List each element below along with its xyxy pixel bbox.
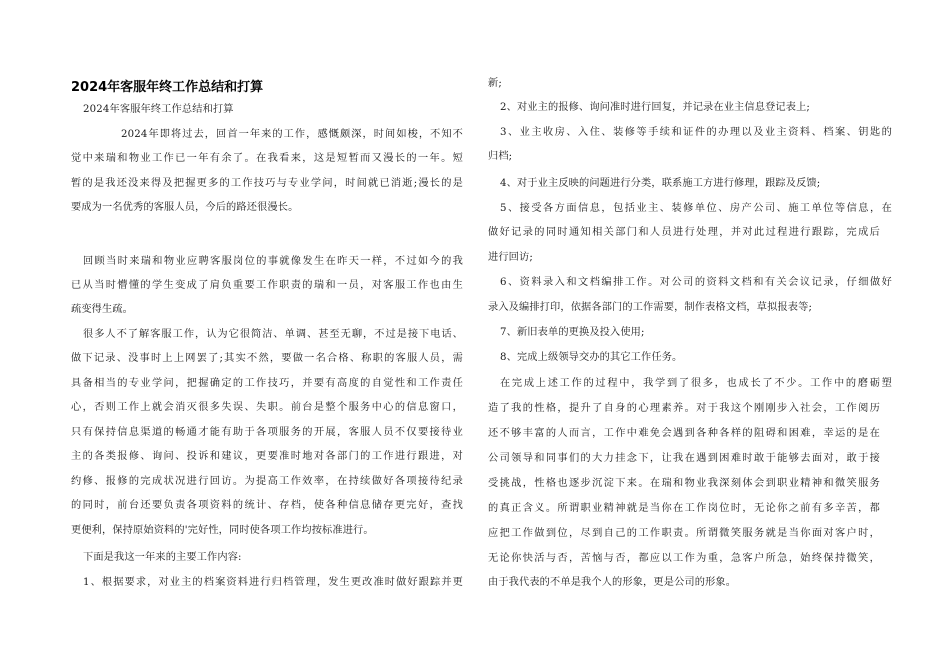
- paragraph-line: 已从当时懵懂的学生变成了肩负重要工作职责的瑞和一员，对客服工作也由生: [71, 280, 463, 291]
- paragraph-line: 由于我代表的不单是我个人的形象，更是公司的形象。: [488, 577, 737, 588]
- paragraph-line: 造了我的性格，提升了自身的心理素养。对于我这个刚刚步入社会，工作阅历: [488, 403, 880, 414]
- list-item-line: 新;: [488, 78, 502, 89]
- list-item-line: 3、业主收房、入住、装修等手续和证件的办理以及业主资料、档案、钥匙的: [500, 127, 892, 138]
- paragraph-line: 公司领导和同事们的大力挂念下，让我在遇到困难时敢于能够去面对，敢于接: [488, 453, 880, 464]
- paragraph-line: 只有保持信息渠道的畅通才能有助于各项服务的开展，客服人员不仅要接待业: [71, 427, 463, 438]
- paragraph-line: 2024年即将过去，回首一年来的工作，感慨颇深，时间如梭，不知不: [121, 129, 463, 140]
- list-item-line: 1、根据要求，对业主的档案资料进行归档管理，发生更改准时做好跟踪并更: [83, 577, 463, 588]
- list-item-line: 进行回访;: [488, 252, 533, 263]
- paragraph-line: 的同时，前台还要负责各项资料的统计、存档，使各种信息储存更完好，查找: [71, 500, 463, 511]
- paragraph-line: 在完成上述工作的过程中，我学到了很多，也成长了不少。工作中的磨砺塑: [500, 378, 892, 389]
- paragraph-line: 还不够丰富的人而言，工作中难免会遇到各种各样的阻碍和困难，幸运的是在: [488, 428, 880, 439]
- list-item-line: 2、对业主的报修、询问准时进行回复，并记录在业主信息登记表上;: [500, 102, 810, 113]
- paragraph-line: 暂的是我还没来得及把握更多的工作技巧与专业学问，时间就已消逝;漫长的是: [71, 178, 463, 189]
- document-title: 2024年客服年终工作总结和打算: [71, 80, 264, 95]
- list-item-line: 5、接受各方面信息，包括业主、装修单位、房产公司、施工单位等信息，在: [500, 203, 892, 214]
- paragraph-line: 觉中来瑞和物业工作已一年有余了。在我看来，这是短暂而又漫长的一年。短: [71, 153, 463, 164]
- list-item-line: 7、新旧表单的更换及投入使用;: [500, 327, 645, 338]
- paragraph-line: 应把工作做到位，尽到自己的工作职责。所谓微笑服务就是当你面对客户时，: [488, 528, 880, 539]
- paragraph-line: 的真正含义。所谓职业精神就是当你在工作岗位时，无论你之前有多辛苦，都: [488, 503, 880, 514]
- list-item-line: 归档;: [488, 151, 513, 162]
- paragraph-line: 很多人不了解客服工作，认为它很简洁、单调、甚至无聊，不过是接下电话、: [83, 329, 463, 340]
- paragraph-line: 受挑战，性格也逐步沉淀下来。在瑞和物业我深刻体会到职业精神和微笑服务: [488, 478, 880, 489]
- paragraph-line: 主的各类报修、询问、投诉和建议，更要准时地对各部门的工作进行跟进，对: [71, 451, 463, 462]
- list-item-line: 4、对于业主反映的问题进行分类，联系施工方进行修理，跟踪及反馈;: [500, 178, 821, 189]
- paragraph-line: 更便利，保持原始资料的'完好性，同时使各项工作均按标准进行。: [71, 525, 374, 536]
- paragraph-line: 做下记录、没事时上上网罢了;其实不然，要做一名合格、称职的客服人员，需: [71, 353, 463, 364]
- list-item-line: 8、完成上级领导交办的其它工作任务。: [500, 352, 683, 363]
- paragraph-line: 心，否则工作上就会消灭很多失误、失职。前台是整个服务中心的信息窗口，: [71, 402, 463, 413]
- paragraph-line: 无论你快活与否，苦恼与否，都应以工作为重，急客户所急，始终保持微笑，: [488, 553, 880, 564]
- subtitle-line: 2024年客服年终工作总结和打算: [83, 104, 234, 115]
- paragraph-line: 下面是我这一年来的主要工作内容:: [83, 552, 242, 563]
- list-item-line: 做好记录的同时通知相关部门和人员进行处理，并对此过程进行跟踪，完成后: [488, 227, 880, 238]
- paragraph-line: 疏变得生疏。: [71, 304, 134, 315]
- paragraph-line: 回顾当时来瑞和物业应聘客服岗位的事就像发生在昨天一样，不过如今的我: [83, 256, 463, 267]
- paragraph-line: 具备相当的专业学问，把握确定的工作技巧，并要有高度的自觉性和工作责任: [71, 378, 463, 389]
- paragraph-line: 约修、报修的完成状况进行回访。为提高工作效率，在持续做好各项接待纪录: [71, 476, 463, 487]
- paragraph-line: 要成为一名优秀的客服人员，今后的路还很漫长。: [71, 202, 299, 213]
- list-item-line: 6、资料录入和文档编排工作。对公司的资料文档和有关会议记录，仔细做好: [500, 277, 892, 288]
- list-item-line: 录入及编排打印，依据各部门的工作需要，制作表格文档，草拟报表等;: [488, 302, 813, 313]
